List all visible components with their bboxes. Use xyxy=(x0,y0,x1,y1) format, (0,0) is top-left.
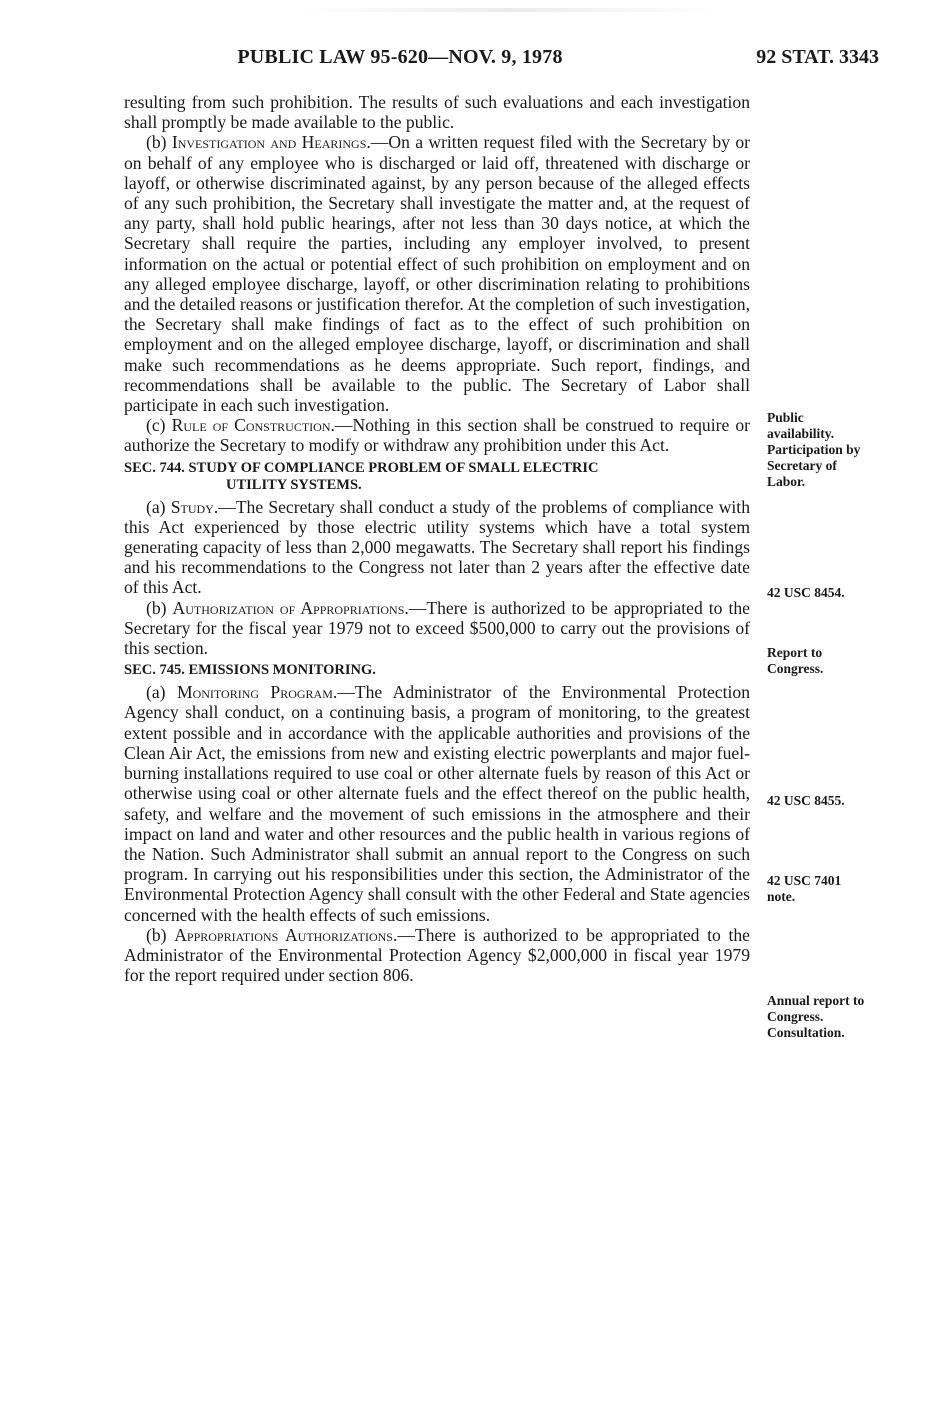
margin-note-line: note. xyxy=(767,889,796,904)
paragraph-text: —On a written request filed with the Secretary by or on behalf of any employee who is discharged or laid off, threatened with discharge or layoff, or otherwise discriminated against, by any person because of the alleged effects of any such prohibition, the Secretary shall investigate the matter and, at the request of any party, shall hold public hearings, after not less than 30 days notice, at which the Secretary shall require the parties, including any employer involved, to present information on the actual or potential effect of such prohibition on employment and on any alleged employee discharge, layoff, or other discrimination relating to prohibitions and the detailed reasons or justification therefor. At the completion of such investigation, the Secretary shall make findings of fact as to the effect of such prohibition on employment and on the alleged employee discharge, layoff, or discrimination and shall make such recommendations as he deems appropriate. Such report, findings, and recommendations shall be available to the public. The Secretary of Labor shall participate in each such investigation. xyxy=(124,132,750,416)
margin-note-line: Labor. xyxy=(767,474,806,489)
margin-note-line: availability. xyxy=(767,426,835,441)
subsection-label: (b) xyxy=(146,597,173,618)
paragraph-study xyxy=(124,497,750,598)
page-header-stat-number: 92 STAT. 3343 xyxy=(756,46,879,68)
margin-note-public-availability xyxy=(767,410,917,490)
paragraph-text: —Nothing in this section shall be construed to require or authorize the Secretary to modify or withdraw any prohibition under this Act. xyxy=(124,415,750,456)
paragraph-rule-of-construction xyxy=(124,415,750,455)
paragraph-monitoring-program xyxy=(124,682,750,924)
paragraph-text: —The Secretary shall conduct a study of the problems of compliance with this Act experienced by those electric utility systems which have a total system generating capacity of less than 2,000 megawatts. The Secretary shall report his findings and his recommendations to the Congress not later than 2 years after the effective date of this Act. xyxy=(124,496,750,598)
margin-note-line: 42 USC 7401 xyxy=(767,873,842,888)
margin-note-line: Report to xyxy=(767,645,823,660)
page-header-title: PUBLIC LAW 95-620—NOV. 9, 1978 xyxy=(237,46,563,68)
subsection-heading: Authorization of Appropriations. xyxy=(172,597,409,618)
margin-note-line: Annual report to xyxy=(767,993,865,1008)
margin-note-line: Secretary of xyxy=(767,458,837,473)
document-body xyxy=(124,92,750,985)
margin-note-line: Congress. xyxy=(767,1009,824,1024)
section-745-heading: SEC. 745. EMISSIONS MONITORING. xyxy=(124,662,376,679)
margin-note-line: Participation by xyxy=(767,442,861,457)
margin-note-usc-8454 xyxy=(767,585,917,601)
subsection-label: (a) xyxy=(146,496,171,517)
paragraph-text: —There is authorized to be appropriated to the Secretary for the fiscal year 1979 not to exceed $500,000 to carry out the provisions of this section. xyxy=(124,597,750,659)
margin-note-usc-7401 xyxy=(767,873,917,905)
margin-note-usc-8455 xyxy=(767,793,917,809)
paragraph-text: —The Administrator of the Environmental Protection Agency shall conduct, on a continuing basis, a program of monitoring, to the greatest extent possible and in accordance with the applicable authorities and provisions of the Clean Air Act, the emissions from new and existing electric powerplants and major fuel-burning installations required to use coal or other alternate fuels by reason of this Act or otherwise using coal or other alternate fuels and the effect thereof on the public health, safety, and welfare and the movement of such emissions in the atmosphere and their impact on land and water and other resources and the public health in various regions of the Nation. Such Administrator shall submit an annual report to the Congress on such program. In carrying out his responsibilities under this section, the Administrator of the Environmental Protection Agency shall consult with the other Federal and State agencies concerned with the health effects of such emissions. xyxy=(124,682,750,925)
section-744-heading xyxy=(124,460,750,494)
margin-note-line: Consultation. xyxy=(767,1025,845,1040)
subsection-heading: Study. xyxy=(170,496,219,517)
subsection-label: (b) xyxy=(146,132,172,153)
subsection-label: (a) xyxy=(146,682,177,703)
margin-note-line: 42 USC 8455. xyxy=(767,793,845,808)
paragraph-text: —There is authorized to be appropriated to the Administrator of the Environmental Protection Agency $2,000,000 in fiscal year 1979 for the report required under section 806. xyxy=(124,924,750,986)
margin-note-line: 42 USC 8454. xyxy=(767,585,845,600)
subsection-heading: Appropriations Authorizations. xyxy=(174,924,398,945)
margin-note-line: Public xyxy=(767,410,804,425)
paragraph-investigation-hearings xyxy=(124,132,750,415)
subsection-heading: Monitoring Program. xyxy=(176,682,338,703)
margin-note-report-to-congress xyxy=(767,645,917,677)
subsection-label: (b) xyxy=(146,924,175,945)
subsection-label: (c) xyxy=(146,415,172,436)
paragraph-authorization xyxy=(124,598,750,659)
paragraph-appropriations xyxy=(124,925,750,986)
section-heading-line: UTILITY SYSTEMS. xyxy=(226,476,362,493)
margin-note-line: Congress. xyxy=(767,661,824,676)
section-heading-line: SEC. 744. STUDY OF COMPLIANCE PROBLEM OF SMALL ELECTRIC xyxy=(124,459,599,476)
paragraph-continuation: resulting from such prohibition. The results of such evaluations and each investigation shall promptly be made available to the public. xyxy=(124,92,750,133)
margin-note-annual-report xyxy=(767,993,917,1041)
subsection-heading: Rule of Construction. xyxy=(171,415,335,436)
scan-artifact xyxy=(300,8,720,12)
subsection-heading: Investigation and Hearings. xyxy=(171,132,371,153)
